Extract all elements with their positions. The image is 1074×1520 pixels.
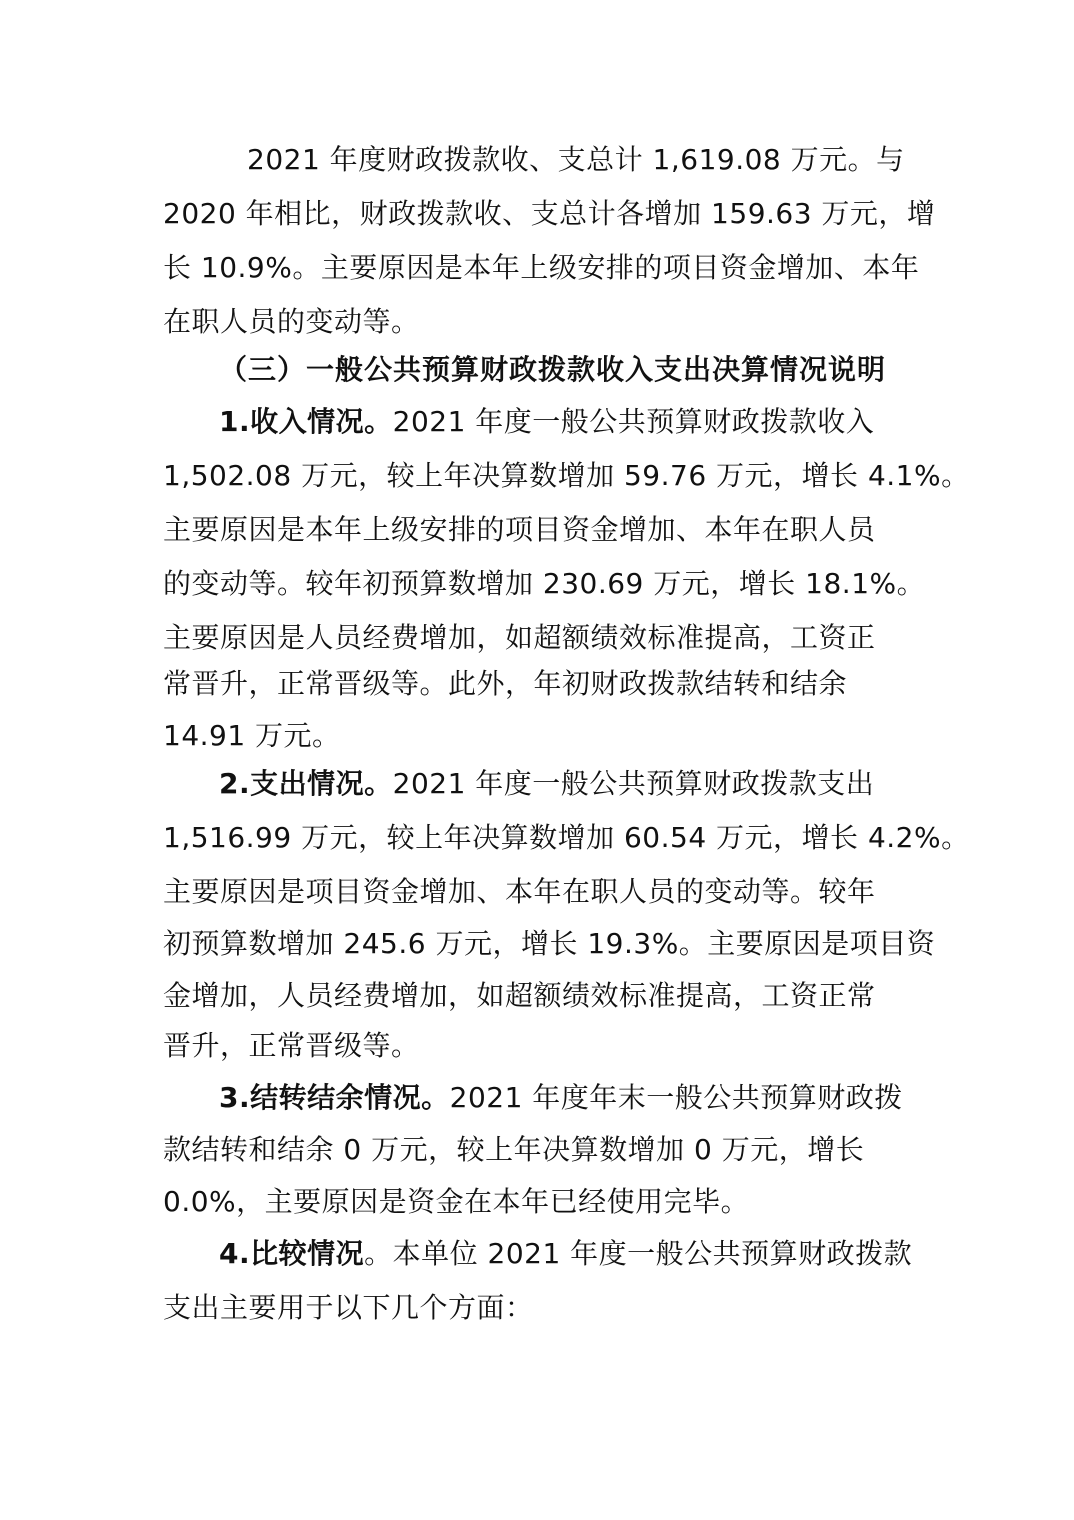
paragraph-line: 主要原因是人员经费增加，如超额绩效标准提高，工资正 — [163, 621, 876, 654]
expenditure-first-line — [219, 764, 874, 804]
carryover-first-line — [219, 1078, 903, 1118]
expenditure-title: 2.支出情况。 — [219, 767, 393, 800]
paragraph-line: 金增加，人员经费增加，如超额绩效标准提高，工资正常 — [163, 979, 876, 1012]
paragraph-line: 0.0%，主要原因是资金在本年已经使用完毕。 — [163, 1185, 750, 1218]
paragraph-line: 长 10.9%。主要原因是本年上级安排的项目资金增加、本年 — [163, 251, 920, 284]
paragraph-line: 2020 年相比，财政拨款收、支总计各增加 159.63 万元，增 — [163, 197, 936, 230]
paragraph-line: 主要原因是本年上级安排的项目资金增加、本年在职人员 — [163, 513, 876, 546]
paragraph-line: 的变动等。较年初预算数增加 230.69 万元，增长 18.1%。 — [163, 567, 926, 600]
paragraph-line: 晋升，正常晋级等。 — [163, 1029, 420, 1062]
comparison-first-line — [219, 1234, 912, 1274]
income-first-line-text: 2021 年度一般公共预算财政拨款收入 — [392, 405, 875, 438]
income-first-line — [219, 402, 874, 442]
paragraph-line: 款结转和结余 0 万元，较上年决算数增加 0 万元，增长 — [163, 1133, 865, 1166]
carryover-first-line-text: 2021 年度年末一般公共预算财政拨 — [449, 1081, 903, 1114]
comparison-title: 4.比较情况 — [219, 1237, 365, 1270]
paragraph-line: 常晋升，正常晋级等。此外，年初财政拨款结转和结余 — [163, 667, 848, 700]
carryover-title: 3.结转结余情况。 — [219, 1081, 450, 1114]
expenditure-first-line-text: 2021 年度一般公共预算财政拨款支出 — [392, 767, 875, 800]
paragraph-line: 初预算数增加 245.6 万元，增长 19.3%。主要原因是项目资 — [163, 927, 936, 960]
paragraph-line: 14.91 万元。 — [163, 719, 341, 752]
paragraph-line: 在职人员的变动等。 — [163, 305, 420, 338]
income-title: 1.收入情况。 — [219, 405, 393, 438]
section-heading: （三）一般公共预算财政拨款收入支出决算情况说明 — [219, 353, 887, 386]
paragraph-line: 主要原因是项目资金增加、本年在职人员的变动等。较年 — [163, 875, 876, 908]
paragraph-line: 2021 年度财政拨款收、支总计 1,619.08 万元。与 — [247, 143, 905, 176]
paragraph-line: 支出主要用于以下几个方面： — [163, 1291, 534, 1324]
paragraph-line: 1,502.08 万元，较上年决算数增加 59.76 万元，增长 4.1%。 — [163, 459, 970, 492]
paragraph-line: 1,516.99 万元，较上年决算数增加 60.54 万元，增长 4.2%。 — [163, 821, 970, 854]
comparison-first-line-text: 。本单位 2021 年度一般公共预算财政拨款 — [364, 1237, 913, 1270]
